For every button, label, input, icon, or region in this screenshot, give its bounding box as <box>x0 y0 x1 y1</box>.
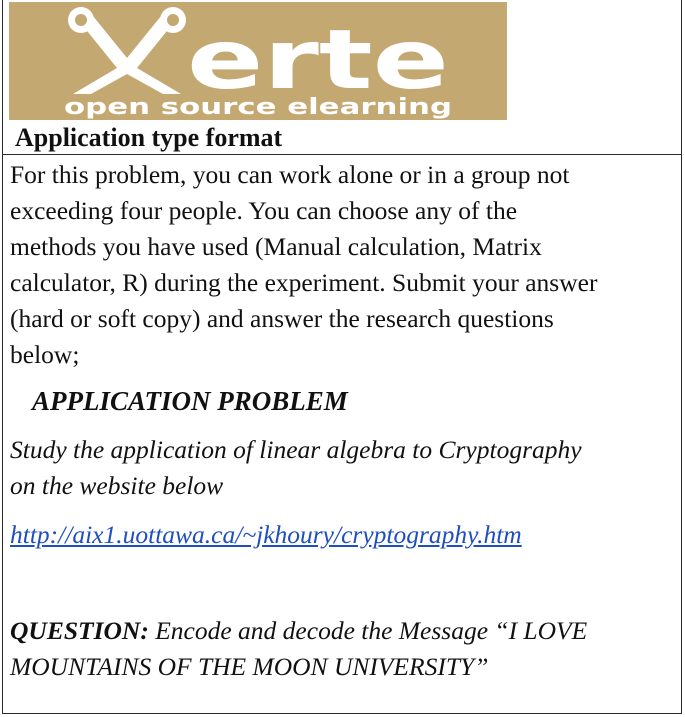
wrench-x-icon <box>68 7 186 94</box>
question-paragraph <box>10 613 587 685</box>
intro-line: (hard or soft copy) and answer the research questions <box>10 304 554 333</box>
question-text: Encode and decode the Message “I LOVE <box>148 616 588 645</box>
problem-heading: APPLICATION PROBLEM <box>32 386 348 416</box>
format-header-row <box>3 120 681 155</box>
intro-line: methods you have used (Manual calculation, Matrix <box>10 232 542 261</box>
intro-line: exceeding four people. You can choose any of the <box>10 196 518 225</box>
intro-line: For this problem, you can work alone or in a group not <box>10 160 570 189</box>
question-line <box>10 613 587 649</box>
study-paragraph <box>10 432 582 504</box>
question-line: MOUNTAINS OF THE MOON UNIVERSITY” <box>10 652 489 681</box>
xerte-logo-graphic <box>9 2 507 120</box>
logo-wordmark: erte <box>187 13 449 108</box>
intro-line: calculator, R) during the experiment. Submit your answer <box>10 268 598 297</box>
intro-line: below; <box>10 340 80 369</box>
study-line: Study the application of linear algebra to Cryptography <box>10 435 582 464</box>
cryptography-link[interactable]: http://aix1.uottawa.ca/~jkhoury/cryptography.htm <box>10 520 522 549</box>
study-line: on the website below <box>10 471 224 500</box>
intro-paragraph <box>10 157 682 373</box>
page-title: Application type format <box>15 123 283 152</box>
question-label: QUESTION: <box>10 616 149 645</box>
logo-tagline: open source elearning <box>64 95 452 120</box>
xerte-logo <box>9 2 507 120</box>
